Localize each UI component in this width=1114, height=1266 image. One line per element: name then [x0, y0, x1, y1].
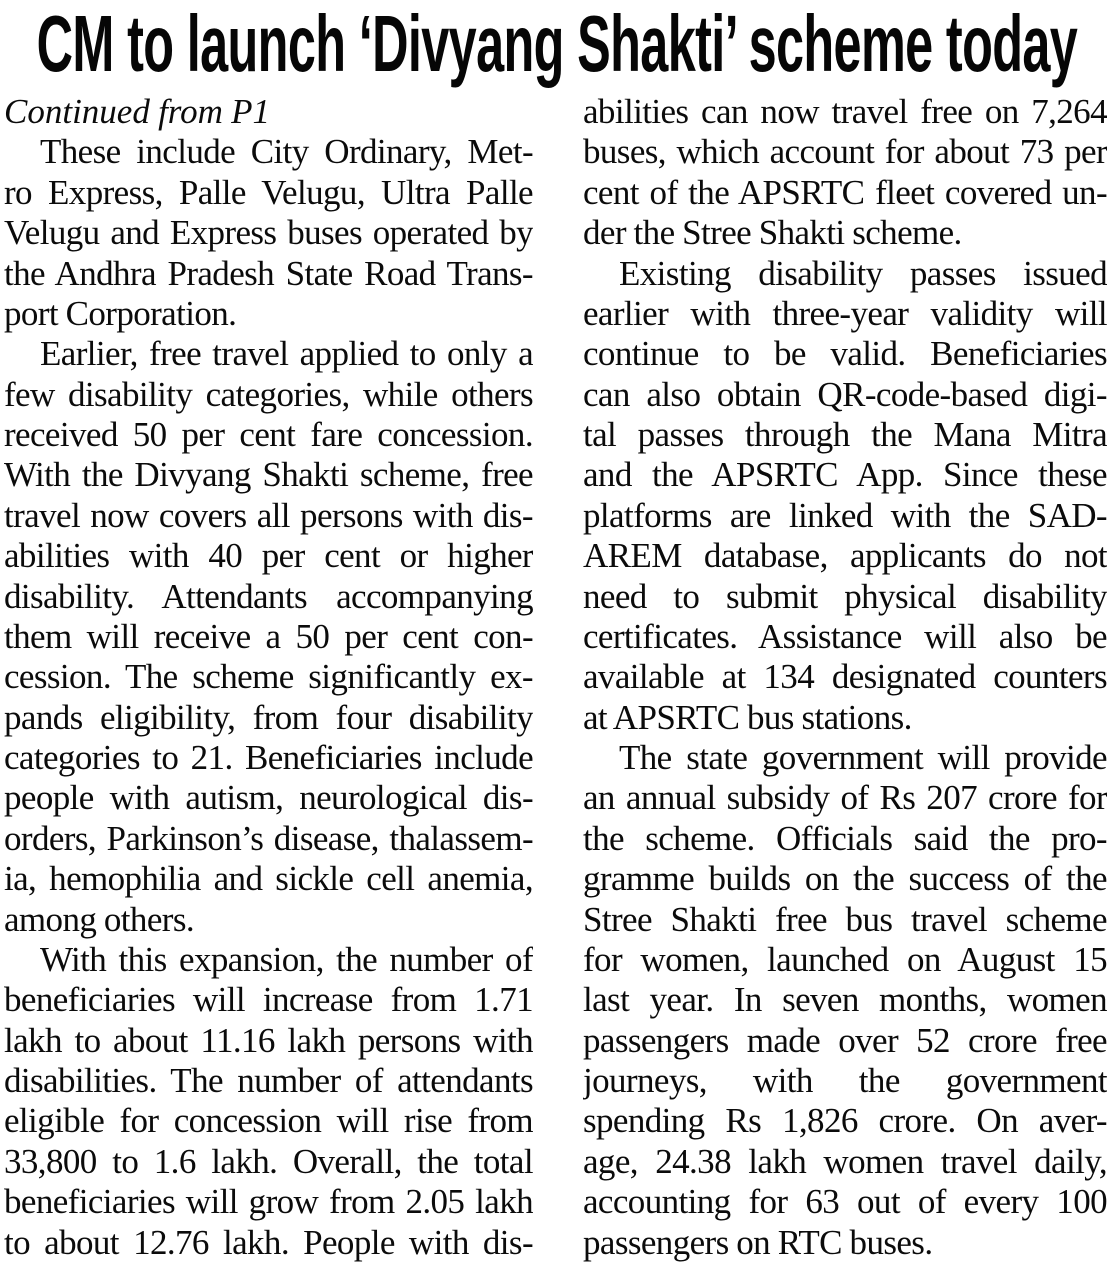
text-line: the scheme. Officials said the pro- [583, 818, 1107, 858]
text-line: pands eligibility, from four disability [4, 697, 533, 737]
text-line: beneficiaries will increase from 1.71 [4, 980, 533, 1020]
text-line: abilities with 40 per cent or higher [4, 536, 533, 576]
text-line: disabilities. The number of attendants [4, 1061, 533, 1100]
text-line: the Andhra Pradesh State Road Trans- [4, 253, 533, 293]
column-right [583, 92, 1107, 1263]
text-line: received 50 per cent fare concession. [4, 415, 533, 454]
text-line: among others. [4, 899, 194, 939]
text-line: an annual subsidy of Rs 207 crore for [583, 778, 1107, 818]
text-line: tal passes through the Mana Mitra [583, 415, 1107, 454]
text-line: need to submit physical disability [583, 576, 1107, 616]
text-line: Existing disability passes issued [619, 253, 1107, 293]
text-line: These include City Ordinary, Met- [40, 132, 533, 172]
text-line: buses, which account for about 73 per [583, 132, 1107, 172]
text-line: With the Divyang Shakti scheme, free [4, 455, 533, 495]
text-line: cent of the APSRTC fleet covered un- [583, 172, 1107, 212]
text-line: categories to 21. Beneficiaries include [4, 738, 533, 777]
text-line: can also obtain QR-code-based digi- [583, 374, 1107, 414]
text-line: them will receive a 50 per cent con- [4, 616, 533, 656]
text-line: der the Stree Shakti scheme. [583, 213, 962, 253]
column-left [4, 92, 533, 1263]
text-line: accounting for 63 out of every 100 [583, 1182, 1107, 1222]
text-line: and the APSRTC App. Since these [583, 455, 1107, 495]
text-line: Continued from P1 [4, 92, 271, 131]
text-line: available at 134 designated counters [583, 657, 1107, 697]
text-line: ia, hemophilia and sickle cell anemia, [4, 859, 533, 899]
text-line: last year. In seven months, women [583, 980, 1107, 1020]
text-line: journeys, with the government [583, 1061, 1107, 1100]
text-line: gramme builds on the success of the [583, 859, 1107, 899]
text-line: age, 24.38 lakh women travel daily, [583, 1141, 1107, 1181]
text-line: passengers made over 52 crore free [583, 1020, 1107, 1060]
text-line: eligible for concession will rise from [4, 1101, 533, 1141]
text-line: abilities can now travel free on 7,264 [583, 92, 1107, 131]
text-line: people with autism, neurological dis- [4, 778, 533, 818]
text-line: certificates. Assistance will also be [583, 616, 1107, 656]
text-line: Earlier, free travel applied to only a [40, 334, 533, 374]
text-line: port Corporation. [4, 293, 237, 333]
text-line: The state government will provide [619, 738, 1107, 777]
text-line: lakh to about 11.16 lakh persons with [4, 1020, 533, 1060]
text-line: travel now covers all persons with dis- [4, 495, 533, 535]
text-line: Velugu and Express buses operated by [4, 213, 533, 253]
text-line: ro Express, Palle Velugu, Ultra Palle [4, 172, 533, 212]
text-line: to about 12.76 lakh. People with dis- [4, 1222, 533, 1262]
article-body [0, 92, 1114, 1263]
text-line: cession. The scheme significantly ex- [4, 657, 533, 697]
text-line: platforms are linked with the SAD- [583, 495, 1107, 535]
text-line: orders, Parkinson’s disease, thalassem- [4, 818, 533, 858]
text-line: AREM database, applicants do not [583, 536, 1107, 576]
text-line: disability. Attendants accompanying [4, 576, 533, 616]
text-line: 33,800 to 1.6 lakh. Overall, the total [4, 1141, 533, 1181]
text-line: at APSRTC bus stations. [583, 697, 912, 737]
article-headline [0, 0, 1114, 91]
text-line: beneficiaries will grow from 2.05 lakh [4, 1182, 533, 1222]
text-line: Stree Shakti free bus travel scheme [583, 899, 1107, 939]
text-line: passengers on RTC buses. [583, 1222, 933, 1262]
text-line: few disability categories, while others [4, 374, 533, 414]
text-line: continue to be valid. Beneficiaries [583, 334, 1107, 374]
headline-text: CM to launch ‘Divyang Shakti’ scheme today [36, 0, 1078, 88]
text-line: spending Rs 1,826 crore. On aver- [583, 1101, 1107, 1141]
text-line: earlier with three-year validity will [583, 293, 1107, 333]
text-line: for women, launched on August 15 [583, 939, 1107, 979]
text-line: With this expansion, the number of [40, 939, 533, 979]
